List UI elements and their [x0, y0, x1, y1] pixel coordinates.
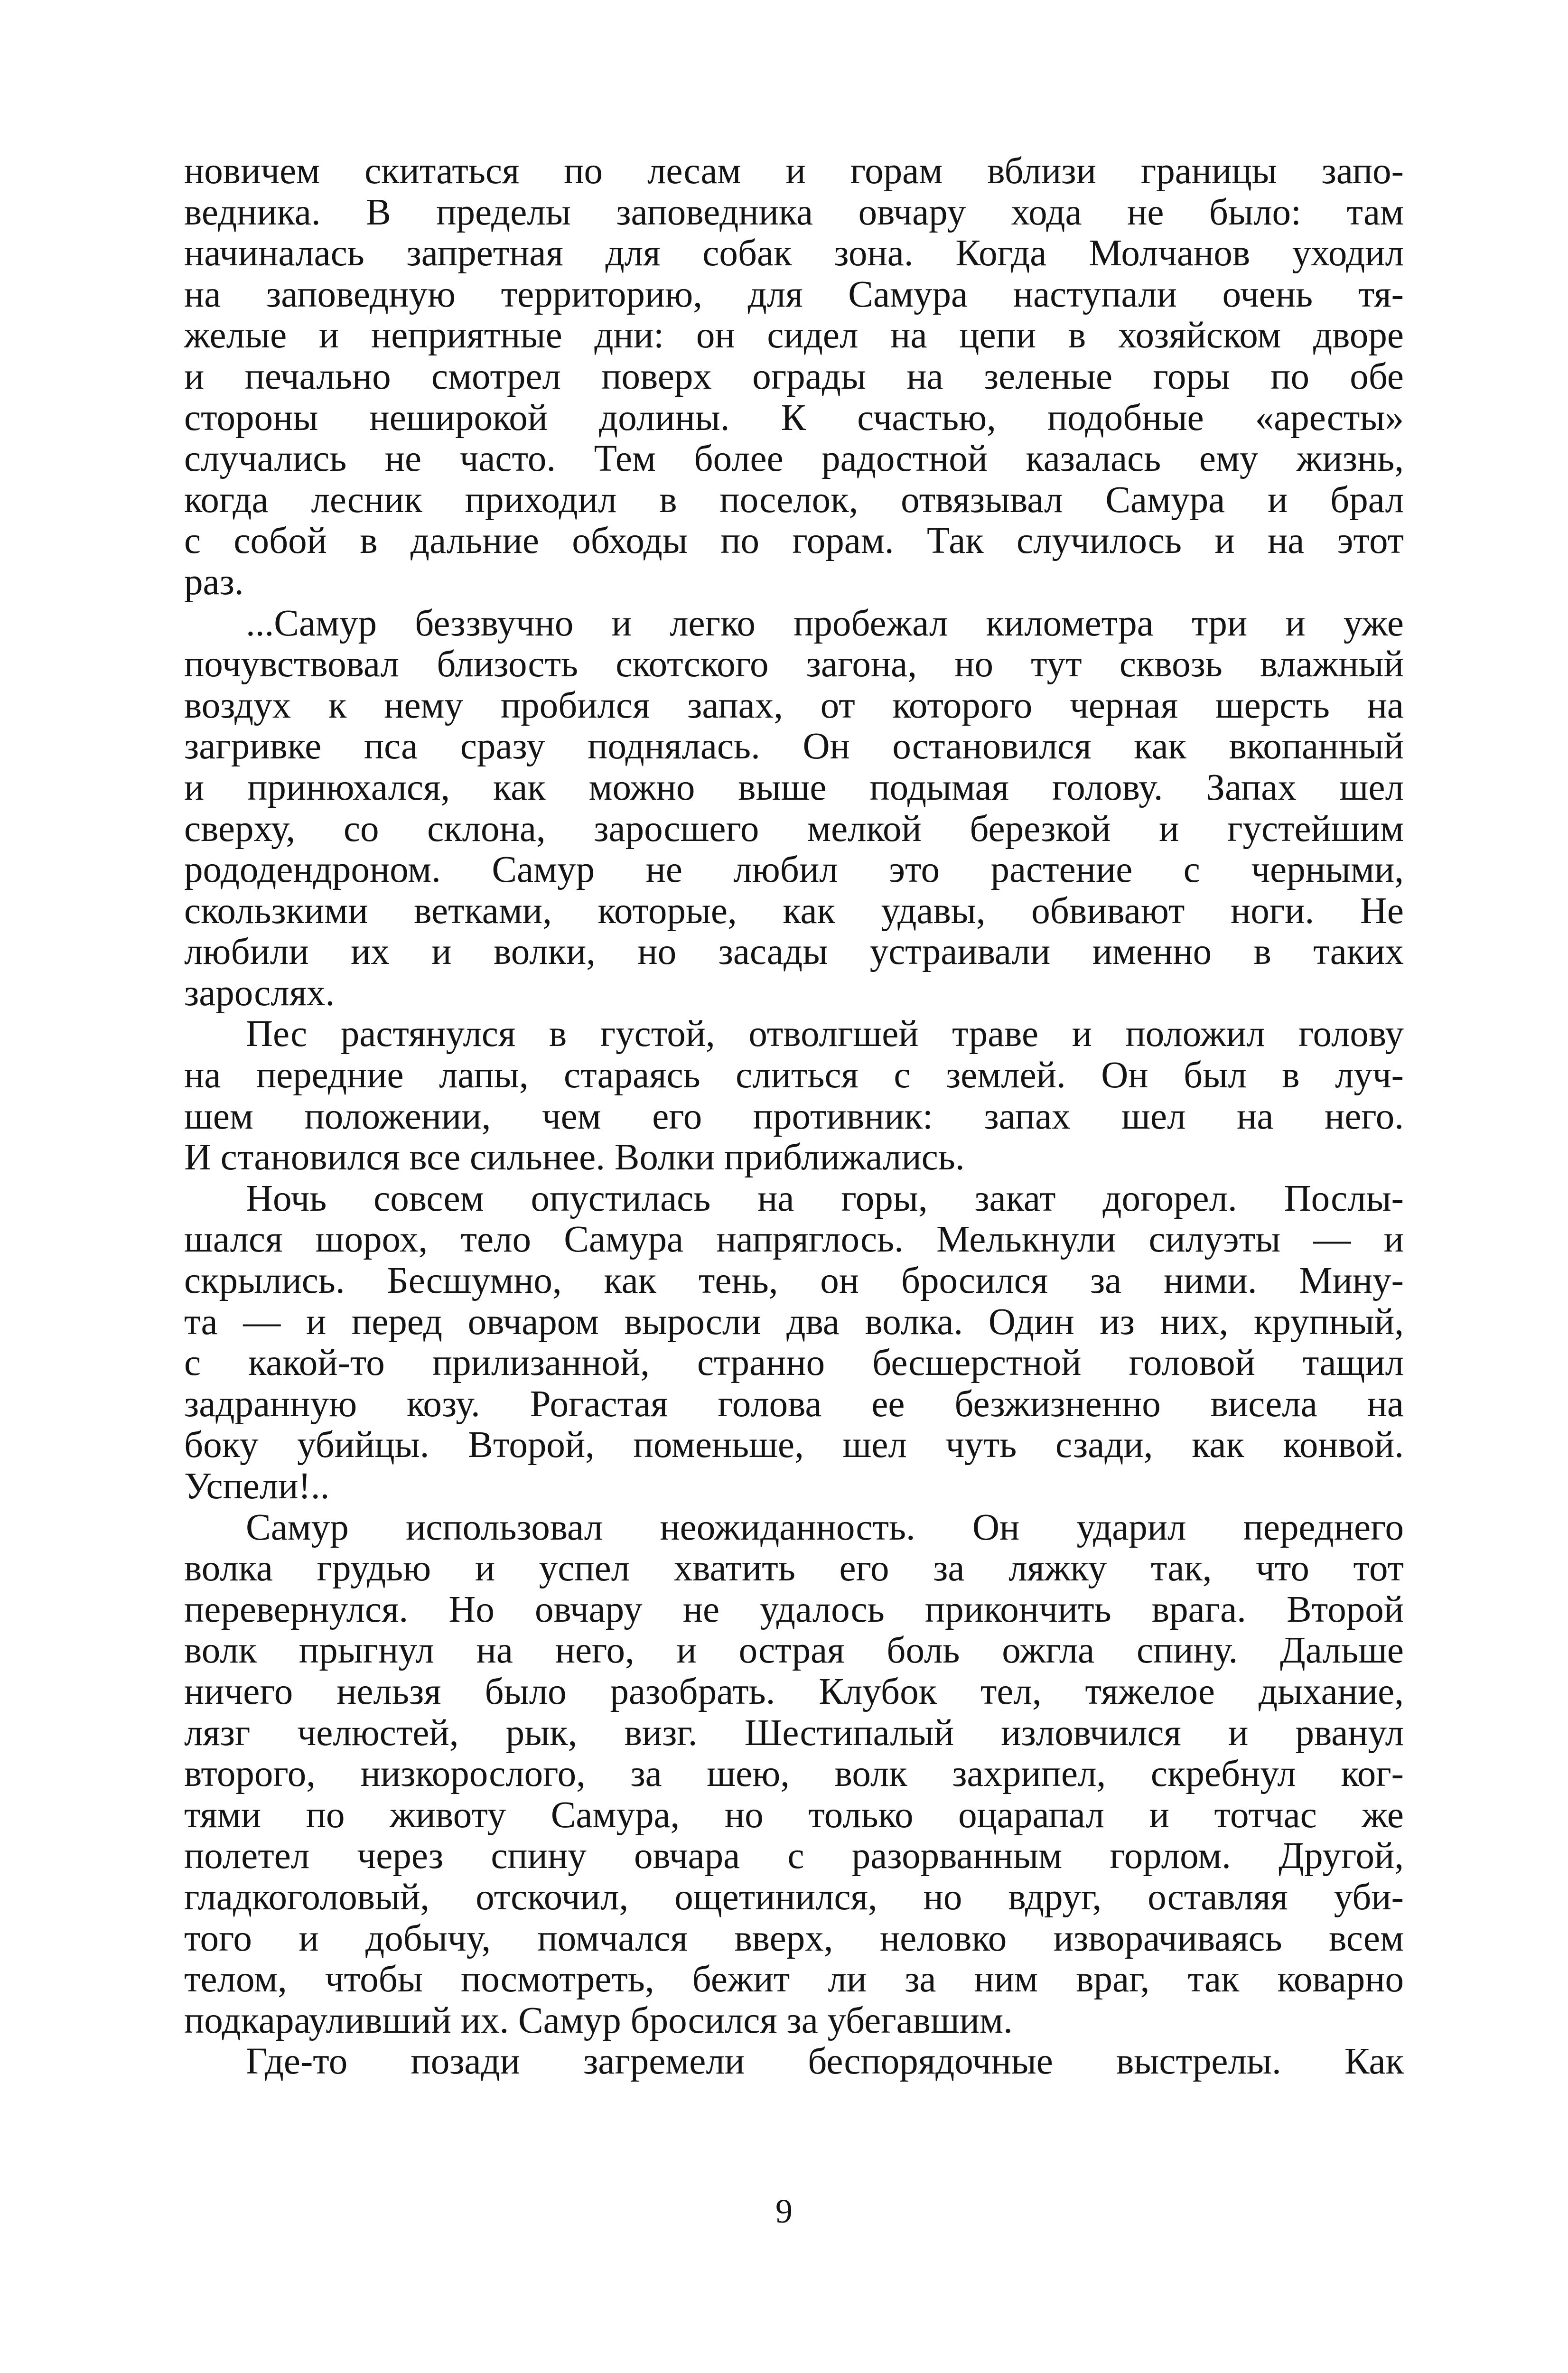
text-line: Где-то позади загремели беспорядочные выстрелы. Как — [246, 2041, 1404, 2083]
text-line: на заповедную территорию, для Самура наступали очень тя- — [184, 273, 1404, 315]
text-line: шем положении, чем его противник: запах шел на него. — [184, 1095, 1404, 1137]
text-line: гладкоголовый, отскочил, ощетинился, но вдруг, оставляя уби- — [184, 1876, 1404, 1918]
page-number: 9 — [775, 2192, 793, 2230]
text-line: рододендроном. Самур не любил это растение с черными, — [184, 849, 1404, 891]
text-line: загривке пса сразу поднялась. Он остановился как вкопанный — [184, 726, 1404, 767]
body-text — [184, 151, 1404, 2083]
text-line: перевернулся. Но овчару не удалось прикончить врага. Второй — [184, 1588, 1404, 1630]
text-line: задранную козу. Рогастая голова ее безжизненно висела на — [184, 1383, 1404, 1425]
text-line: сверху, со склона, заросшего мелкой березкой и густейшим — [184, 808, 1404, 850]
text-line: второго, низкорослого, за шею, волк захрипел, скребнул ког- — [184, 1753, 1404, 1795]
text-line: та — и перед овчаром выросли два волка. Один из них, крупный, — [184, 1301, 1404, 1343]
text-line: того и добычу, помчался вверх, неловко изворачиваясь всем — [184, 1917, 1404, 1959]
text-line: почувствовал близость скотского загона, но тут сквозь влажный — [184, 644, 1404, 685]
text-line: на передние лапы, стараясь слиться с землей. Он был в луч- — [184, 1055, 1404, 1096]
text-line: Ночь совсем опустилась на горы, закат догорел. Послы- — [246, 1177, 1404, 1219]
text-line: волк прыгнул на него, и острая боль ожгла спину. Дальше — [184, 1630, 1404, 1672]
text-line: волка грудью и успел хватить его за ляжку так, что тот — [184, 1548, 1404, 1589]
text-line: любили их и волки, но засады устраивали именно в таких — [184, 931, 1404, 973]
text-line: полетел через спину овчара с разорванным горлом. Другой, — [184, 1835, 1404, 1877]
text-line: И становился все сильнее. Волки приближались. — [184, 1137, 965, 1178]
text-line: боку убийцы. Второй, поменьше, шел чуть сзади, как конвой. — [184, 1424, 1404, 1466]
text-line: с собой в дальние обходы по горам. Так случилось и на этот — [184, 520, 1404, 562]
text-line: желые и неприятные дни: он сидел на цепи в хозяйском дворе — [184, 315, 1404, 356]
text-line: шался шорох, тело Самура напряглось. Мелькнули силуэты — и — [184, 1219, 1404, 1261]
text-line: раз. — [184, 561, 244, 603]
text-line: лязг челюстей, рык, визг. Шестипалый изловчился и рванул — [184, 1712, 1404, 1754]
text-line: скользкими ветками, которые, как удавы, обвивают ноги. Не — [184, 890, 1404, 932]
text-line: зарослях. — [184, 972, 335, 1014]
text-line: новичем скитаться по лесам и горам вблизи границы запо- — [184, 150, 1404, 192]
text-line: телом, чтобы посмотреть, бежит ли за ним враг, так коварно — [184, 1959, 1404, 2000]
text-line: ...Самур беззвучно и легко пробежал километра три и уже — [246, 602, 1404, 644]
text-line: ничего нельзя было разобрать. Клубок тел, тяжелое дыхание, — [184, 1671, 1404, 1712]
text-line: стороны неширокой долины. К счастью, подобные «аресты» — [184, 397, 1404, 439]
text-line: случались не часто. Тем более радостной казалась ему жизнь, — [184, 438, 1404, 480]
text-line: когда лесник приходил в поселок, отвязывал Самура и брал — [184, 479, 1404, 521]
text-line: Пес растянулся в густой, отволгшей траве и положил голову — [246, 1013, 1404, 1055]
text-line: воздух к нему пробился запах, от которого черная шерсть на — [184, 684, 1404, 726]
text-line: скрылись. Бесшумно, как тень, он бросился за ними. Мину- — [184, 1260, 1404, 1302]
text-line: тями по животу Самура, но только оцарапал и тотчас же — [184, 1794, 1404, 1836]
text-line: начиналась запретная для собак зона. Когда Молчанов уходил — [184, 233, 1404, 274]
text-line: Самур использовал неожиданность. Он ударил переднего — [246, 1506, 1404, 1548]
text-line: ведника. В пределы заповедника овчару хода не было: там — [184, 191, 1404, 233]
text-line: и принюхался, как можно выше подымая голову. Запах шел — [184, 766, 1404, 808]
text-line: Успели!.. — [184, 1466, 330, 1507]
text-line: с какой-то прилизанной, странно бесшерстной головой тащил — [184, 1342, 1404, 1384]
text-line: и печально смотрел поверх ограды на зеленые горы по обе — [184, 355, 1404, 397]
text-line: подкарауливший их. Самур бросился за убегавшим. — [184, 1999, 1013, 2041]
